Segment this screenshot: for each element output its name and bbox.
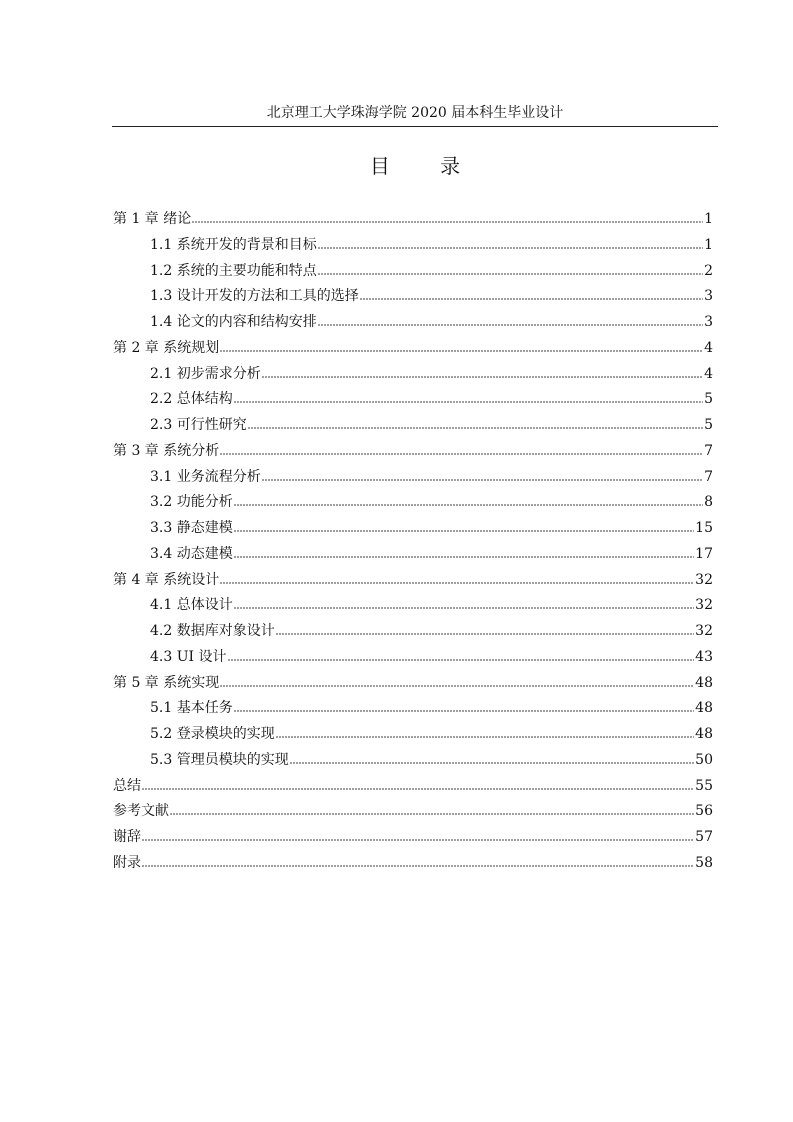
dot-leader [220, 582, 694, 586]
toc-entry-title: 2.1 初步需求分析 [150, 366, 261, 382]
toc-entry-page: 56 [695, 803, 713, 819]
toc-entry-page: 48 [695, 700, 713, 716]
dot-leader [234, 710, 694, 714]
toc-entry [150, 724, 713, 744]
toc-entry-title: 第 1 章 绪论 [113, 211, 192, 227]
toc-entry-page: 3 [704, 288, 713, 304]
dot-leader [142, 865, 694, 869]
dot-leader [248, 427, 703, 431]
toc-entry [150, 750, 713, 770]
toc-entry-page: 1 [704, 211, 713, 227]
toc-entry-title: 附录 [113, 855, 141, 871]
toc-entry-page: 48 [695, 726, 713, 742]
toc-entry-title: 总结 [113, 778, 141, 794]
toc-entry-page: 5 [704, 391, 713, 407]
toc-entry-title: 3.3 静态建模 [150, 520, 233, 536]
toc-entry-page: 3 [704, 314, 713, 330]
toc-entry-page: 55 [695, 778, 713, 794]
toc-entry [150, 647, 713, 667]
toc-entry [150, 312, 713, 332]
toc-title: 目 录 [369, 154, 483, 178]
toc-entry-page: 1 [704, 237, 713, 253]
dot-leader [220, 350, 703, 354]
toc-entry-page: 48 [695, 675, 713, 691]
toc-entry-page: 58 [695, 855, 713, 871]
toc-entry-page: 4 [704, 340, 713, 356]
dot-leader [142, 788, 694, 792]
toc-entry-page: 43 [695, 649, 713, 665]
toc-entry-title: 第 5 章 系统实现 [113, 675, 220, 691]
toc-entry-page: 17 [695, 546, 713, 562]
toc-entry [113, 338, 713, 358]
dot-leader [220, 685, 694, 689]
dot-leader [234, 607, 694, 611]
toc-entry [150, 235, 713, 255]
toc-entry-title: 5.3 管理员模块的实现 [150, 752, 289, 768]
dot-leader [228, 659, 695, 663]
toc-entry [150, 467, 713, 487]
toc-entry [113, 570, 713, 590]
dot-leader [262, 479, 703, 483]
toc-entry [150, 492, 713, 512]
toc-entry-page: 50 [695, 752, 713, 768]
toc-entry [150, 261, 713, 281]
toc-entry-page: 7 [704, 443, 713, 459]
toc-entry-title: 4.3 UI 设计 [150, 649, 227, 665]
toc-entry [150, 621, 713, 641]
toc-entry-page: 32 [695, 572, 713, 588]
toc-entry-title: 第 2 章 系统规划 [113, 340, 220, 356]
toc-entry [150, 389, 713, 409]
toc-entry-title: 谢辞 [113, 829, 141, 845]
toc-entry-page: 5 [704, 417, 713, 433]
toc-entry [150, 286, 713, 306]
toc-entry-page: 15 [695, 520, 713, 536]
toc-entry-title: 1.2 系统的主要功能和特点 [150, 263, 317, 279]
dot-leader [318, 273, 703, 277]
dot-leader [234, 530, 694, 534]
dot-leader [360, 298, 703, 302]
toc-entry-title: 3.4 动态建模 [150, 546, 233, 562]
page-header: 北京理工大学珠海学院 2020 届本科生毕业设计 [266, 105, 564, 121]
toc-entry-title: 5.1 基本任务 [150, 700, 233, 716]
toc-entry-title: 5.2 登录模块的实现 [150, 726, 275, 742]
toc-entry [150, 415, 713, 435]
toc-entry-page: 8 [704, 494, 713, 510]
dot-leader [170, 813, 694, 817]
toc-entry-page: 32 [695, 597, 713, 613]
dot-leader [192, 221, 703, 225]
dot-leader [234, 401, 703, 405]
toc-entry [113, 827, 713, 847]
toc-entry-title: 3.2 功能分析 [150, 494, 233, 510]
dot-leader [234, 504, 703, 508]
toc-entry-title: 1.4 论文的内容和结构安排 [150, 314, 317, 330]
toc-entry-title: 4.2 数据库对象设计 [150, 623, 275, 639]
toc-entry [113, 441, 713, 461]
dot-leader [290, 762, 694, 766]
toc-entry-title: 第 4 章 系统设计 [113, 572, 220, 588]
dot-leader [276, 633, 694, 637]
toc-entry [150, 518, 713, 538]
dot-leader [318, 247, 703, 251]
toc-entry [113, 801, 713, 821]
toc-entry [150, 364, 713, 384]
toc-entry-page: 32 [695, 623, 713, 639]
toc-entry [150, 544, 713, 564]
toc-entry [113, 776, 713, 796]
toc-entry-title: 2.3 可行性研究 [150, 417, 247, 433]
toc-entry [113, 673, 713, 693]
toc-entry [113, 209, 713, 229]
toc-entry [113, 853, 713, 873]
toc-entry-page: 7 [704, 469, 713, 485]
toc-entry-title: 第 3 章 系统分析 [113, 443, 220, 459]
toc-entry-page: 4 [704, 366, 713, 382]
dot-leader [276, 736, 694, 740]
dot-leader [318, 324, 703, 328]
dot-leader [220, 453, 703, 457]
dot-leader [142, 839, 694, 843]
dot-leader [262, 376, 703, 380]
toc-entry-title: 4.1 总体设计 [150, 597, 233, 613]
toc-entry-title: 1.3 设计开发的方法和工具的选择 [150, 288, 359, 304]
toc-entry-page: 2 [704, 263, 713, 279]
toc-entry [150, 698, 713, 718]
toc-entry-title: 3.1 业务流程分析 [150, 469, 261, 485]
toc-entry-page: 57 [695, 829, 713, 845]
toc-entry-title: 2.2 总体结构 [150, 391, 233, 407]
dot-leader [234, 556, 694, 560]
toc-entry [150, 595, 713, 615]
toc-entry-title: 参考文献 [113, 803, 169, 819]
toc-entry-title: 1.1 系统开发的背景和目标 [150, 237, 317, 253]
